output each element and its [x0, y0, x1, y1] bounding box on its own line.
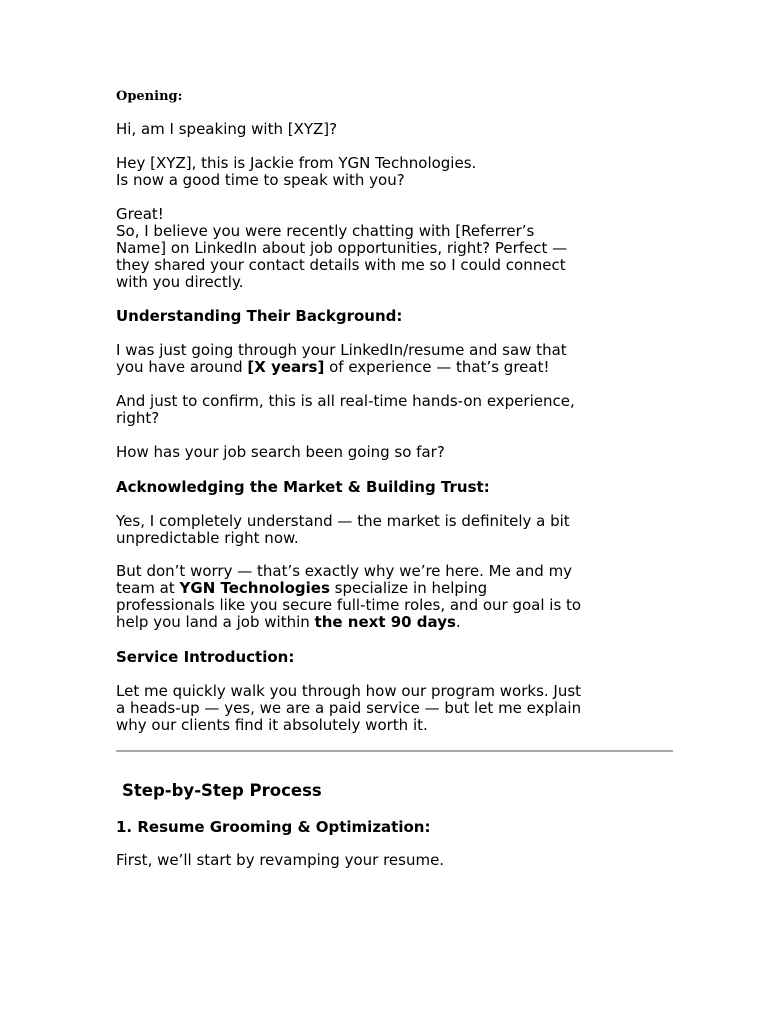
text-line: right?: [116, 409, 160, 427]
market-heading: Acknowledging the Market & Building Trust:: [116, 478, 490, 496]
background-paragraph-3: [116, 444, 676, 461]
background-heading: Understanding Their Background:: [116, 307, 403, 325]
text-run: of experience — that’s great!: [324, 358, 550, 376]
text-run: .: [455, 613, 461, 631]
opening-paragraph-3: [116, 206, 676, 291]
emphasis-company: YGN Technologies: [179, 579, 330, 597]
text-run: you have around: [116, 358, 248, 376]
market-paragraph-1: [116, 513, 676, 547]
text-run: specialize in helping: [329, 579, 488, 597]
background-paragraph-1: [116, 342, 676, 376]
text-line: Hi, am I speaking with [XYZ]?: [116, 120, 338, 138]
text-line: I was just going through your LinkedIn/resume and saw that: [116, 341, 567, 359]
step1-heading: 1. Resume Grooming & Optimization:: [116, 818, 431, 836]
market-paragraph-2: [116, 563, 676, 631]
text-line: How has your job search been going so far?: [116, 443, 445, 461]
text-line: Let me quickly walk you through how our program works. Just: [116, 682, 582, 700]
opening-heading: Opening:: [116, 89, 183, 104]
horizontal-divider: [116, 750, 673, 752]
text-line: a heads-up — yes, we are a paid service — but let me explain: [116, 699, 582, 717]
text-line: Is now a good time to speak with you?: [116, 171, 405, 189]
opening-paragraph-2: [116, 155, 676, 189]
text-line: Hey [XYZ], this is Jackie from YGN Technologies.: [116, 154, 477, 172]
text-line: [116, 359, 676, 376]
emphasis-years: [X years]: [247, 358, 325, 376]
text-line: Name] on LinkedIn about job opportunities, right? Perfect —: [116, 239, 568, 257]
text-line: So, I believe you were recently chatting with [Referrer’s: [116, 222, 535, 240]
text-run: team at: [116, 579, 180, 597]
text-line: they shared your contact details with me so I could connect: [116, 256, 566, 274]
text-line: [116, 614, 676, 631]
text-line: [116, 580, 676, 597]
text-line: And just to confirm, this is all real-time hands-on experience,: [116, 392, 575, 410]
opening-paragraph-1: [116, 121, 676, 138]
service-paragraph-1: [116, 683, 676, 734]
text-run: help you land a job within: [116, 613, 315, 631]
text-line: professionals like you secure full-time roles, and our goal is to: [116, 596, 582, 614]
text-line: But don’t worry — that’s exactly why we’re here. Me and my: [116, 562, 573, 580]
text-line: First, we’ll start by revamping your resume.: [116, 851, 445, 869]
step1-paragraph-1: [116, 852, 676, 869]
process-heading: Step-by-Step Process: [122, 781, 322, 800]
background-paragraph-2: [116, 393, 676, 427]
text-line: Yes, I completely understand — the market is definitely a bit: [116, 512, 570, 530]
text-line: Great!: [116, 205, 164, 223]
text-line: why our clients find it absolutely worth it.: [116, 716, 428, 734]
text-line: with you directly.: [116, 273, 244, 291]
emphasis-timeframe: the next 90 days: [314, 613, 456, 631]
text-line: unpredictable right now.: [116, 529, 299, 547]
service-heading: Service Introduction:: [116, 648, 295, 666]
